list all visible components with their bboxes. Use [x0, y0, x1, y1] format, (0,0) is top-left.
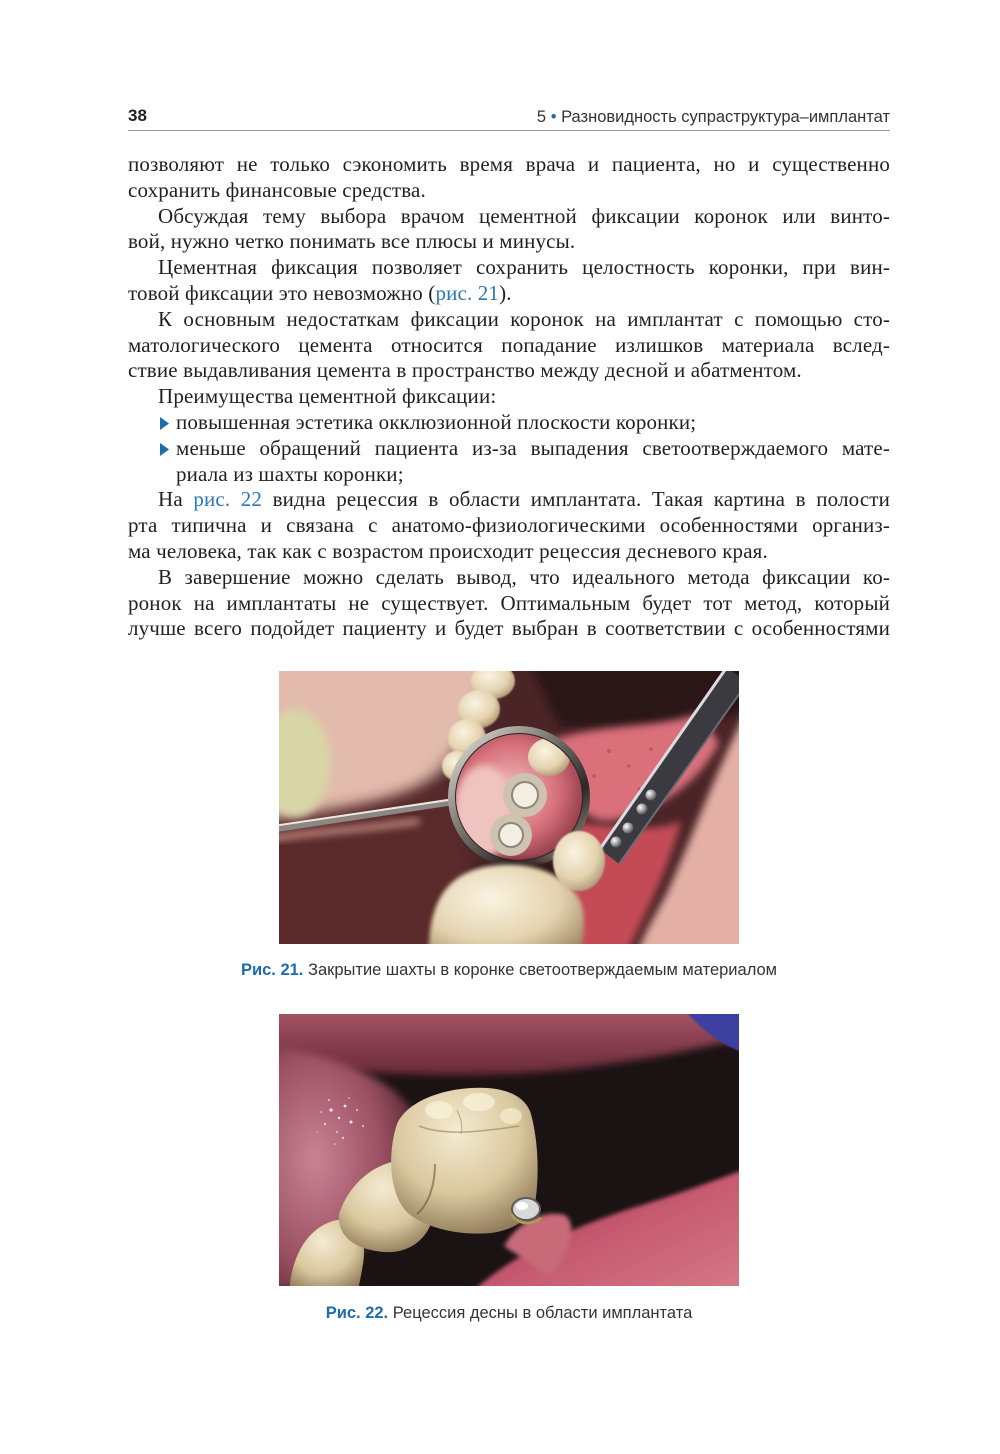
figure-21-caption [128, 960, 890, 980]
text-line: Цементная фиксация позволяет сохранить целостность коронки, при вин- [158, 255, 890, 280]
figure-22-label: Рис. 22. [325, 1304, 389, 1322]
list-item-continuation: риала из шахты коронки; [176, 461, 404, 486]
text-line: ствие выдавливания цемента в пространство между десной и абатментом. [128, 358, 802, 383]
paragraph [128, 307, 890, 384]
list-item-text: меньше обращений пациента из-за выпадения светоотверждаемого мате- [176, 435, 890, 460]
text-line: рта типична и связана с анатомо-физиологическими особенностями организ- [128, 513, 890, 538]
triangle-bullet-icon [160, 417, 169, 430]
list-item-text: повышенная эстетика окклюзионной плоскости коронки; [176, 409, 697, 434]
paragraph [128, 565, 890, 642]
figure-22-caption-text: Рецессия десны в области имплантата [392, 1304, 693, 1322]
chapter-heading [537, 107, 890, 127]
list-item [128, 410, 890, 436]
text-line: сохранить финансовые средства. [128, 177, 426, 202]
text-fragment: товой фиксации это невозможно ( [128, 280, 436, 305]
list-item [128, 436, 890, 462]
text-line: вой, нужно четко понимать все плюсы и минусы. [128, 229, 576, 254]
page-number: 38 [128, 106, 147, 125]
bullet-list [128, 410, 890, 487]
paragraph [128, 152, 890, 204]
text-line [128, 487, 890, 513]
paragraph [128, 255, 890, 307]
text-line: Преимущества цементной фиксации: [158, 384, 497, 409]
triangle-bullet-icon [160, 443, 169, 456]
paragraph [128, 384, 890, 410]
figure-21-photo [279, 671, 739, 944]
text-line: лучше всего подойдет пациенту и будет выбран в соответствии с особенностями [128, 616, 890, 641]
figure-21-label: Рис. 21. [240, 961, 304, 979]
paragraph [128, 487, 890, 564]
chapter-number: 5 [536, 108, 547, 126]
figure-22-photo [279, 1014, 739, 1286]
figure-21 [279, 671, 739, 944]
text-line: К основным недостаткам фиксации коронок на имплантат с помощью сто- [158, 306, 890, 331]
paragraph [128, 204, 890, 256]
text-fragment: видна рецессия в области имплантата. Такая картина в полости [262, 487, 891, 512]
figure-22 [279, 1014, 739, 1286]
figure-22-link[interactable]: рис. 22 [193, 487, 263, 512]
figure-21-link[interactable]: рис. 21 [435, 280, 500, 305]
text-line [128, 281, 890, 307]
chapter-separator: • [550, 108, 557, 126]
text-line: ронок на имплантаты не существует. Оптимальным будет тот метод, который [128, 590, 890, 615]
body-text [128, 152, 890, 642]
figure-21-caption-text: Закрытие шахты в коронке светоотверждаемым материалом [307, 961, 778, 979]
text-line: матологического цемента относится попадание излишков материала вслед- [128, 332, 890, 357]
text-line: Обсуждая тему выбора врачом цементной фиксации коронок или винто- [158, 203, 890, 228]
chapter-title: Разновидность супраструктура–имплантат [561, 108, 890, 126]
reflected-crown [503, 773, 547, 817]
text-line: В завершение можно сделать вывод, что идеального метода фиксации ко- [158, 564, 890, 589]
text-fragment: ). [499, 280, 512, 305]
text-line: ма человека, так как с возрастом происходит рецессия десневого края. [128, 538, 768, 563]
text-line: позволяют не только сэкономить время врача и пациента, но и существенно [128, 152, 890, 176]
reflected-crown [490, 814, 532, 856]
text-fragment: На [158, 487, 194, 512]
figure-22-caption [128, 1303, 890, 1323]
running-head [128, 104, 890, 131]
implant-abutment [511, 1198, 541, 1223]
